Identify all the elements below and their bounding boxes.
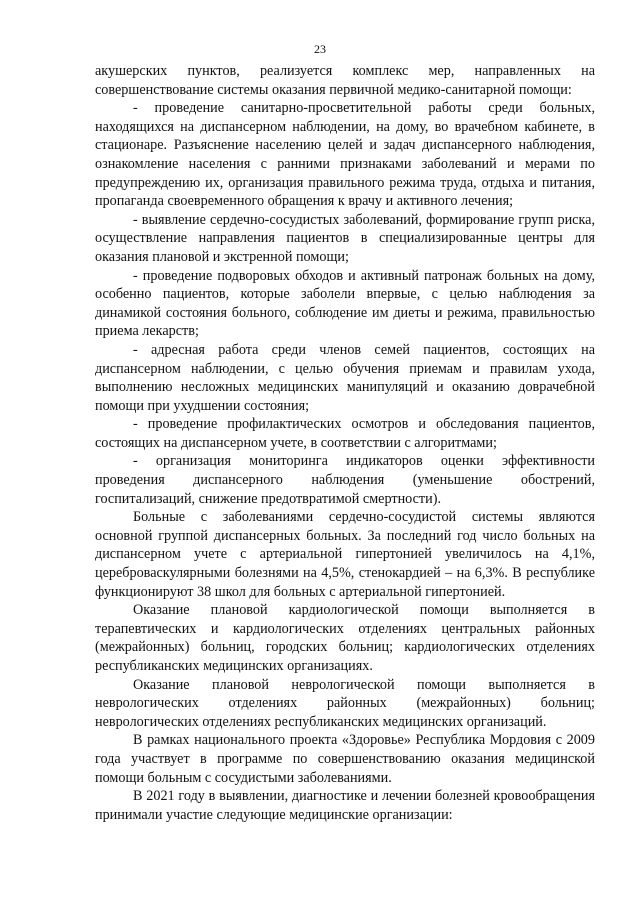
- page-number: 23: [314, 42, 326, 56]
- list-item-preventive-exams: - проведение профилактических осмотров и обследования пациентов, состоящих на диспансерном учете, в соответствии с алгоритмами;: [95, 416, 595, 451]
- paragraph-dispensary-patients: Больные с заболеваниями сердечно-сосудистой системы являются основной группой диспансерных больных. За последний год число больных на диспансерном учете с артериальной гипертонией увеличилось на 4,1%, цереброваскулярными болезнями на 4,5%, стенокардией – на 6,3%. В республике функционируют 38 школ для больных с артериальной гипертонией.: [95, 509, 595, 600]
- list-item-sanitary-education: - проведение санитарно-просветительной работы среди больных, находящихся на диспансерном наблюдении, на дому, во врачебном кабинете, в стационаре. Разъяснение населению целей и задач диспансерного наблюдения, ознакомление населения с ранними признаками заболеваний и мерами по предупреждению их, организация правильного режима труда, отдыха и питания, пропаганда своевременного обращения к врачу и активного лечения;: [95, 100, 595, 210]
- document-body: [95, 62, 595, 824]
- list-item-monitoring: - организация мониторинга индикаторов оценки эффективности проведения диспансерного наблюдения (уменьшение обострений, госпитализаций, снижение предотвратимой смертности).: [95, 453, 595, 507]
- paragraph-organizations-2021: В 2021 году в выявлении, диагностике и лечении болезней кровообращения принимали участие следующие медицинские организации:: [95, 788, 595, 823]
- paragraph-national-project: В рамках национального проекта «Здоровье» Республика Мордовия с 2009 года участвует в программе по совершенствованию оказания медицинской помощи больным с сосудистыми заболеваниями.: [95, 732, 595, 786]
- paragraph-cardiology-care: Оказание плановой кардиологической помощи выполняется в терапевтических и кардиологических отделениях центральных районных (межрайонных) больниц, городских больниц; кардиологических отделениях республиканских медицинских организациях.: [95, 602, 595, 674]
- list-item-risk-groups: - выявление сердечно-сосудистых заболеваний, формирование групп риска, осуществление направления пациентов в специализированные центры для оказания плановой и экстренной помощи;: [95, 211, 595, 265]
- list-item-family-work: - адресная работа среди членов семей пациентов, состоящих на диспансерном наблюдении, с целью обучения приемам и правилам ухода, выполнению несложных медицинских манипуляций и оказанию доврачебной помощи при ухудшении состояния;: [95, 341, 595, 414]
- paragraph-neurology-care: Оказание плановой неврологической помощи выполняется в неврологических отделениях районных (межрайонных) больниц; неврологических отделениях республиканских медицинских организаций.: [95, 676, 595, 730]
- list-item-home-visits: - проведение подворовых обходов и активный патронаж больных на дому, особенно пациентов, которые заболели впервые, с целью наблюдения за динамикой состояния больного, соблюдение им диеты и режима, правильностью приема лекарств;: [95, 267, 595, 340]
- paragraph-continuation: акушерских пунктов, реализуется комплекс мер, направленных на совершенствование системы оказания первичной медико-санитарной помощи:: [95, 63, 595, 98]
